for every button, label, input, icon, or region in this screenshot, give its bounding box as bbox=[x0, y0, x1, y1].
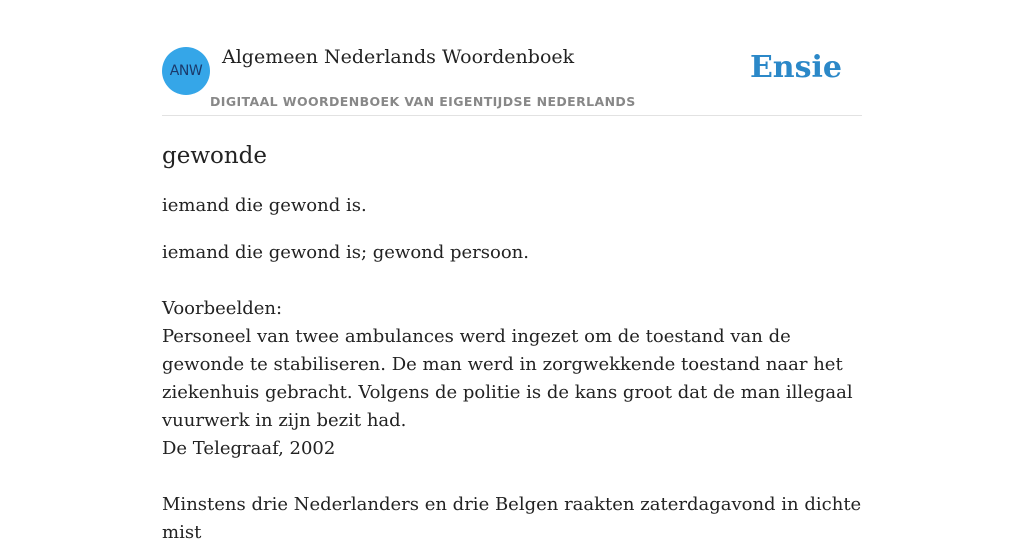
entry-summary: iemand die gewond is. bbox=[162, 195, 367, 216]
ensie-brand-link[interactable]: Ensie bbox=[749, 50, 842, 85]
spacer bbox=[162, 463, 862, 491]
spacer bbox=[162, 267, 862, 295]
example-text: Personeel van twee ambulances werd ingezet om de toestand van de gewonde te stabiliseren. De man werd in zorgwekkende toestand naar het ziekenhuis gebracht. Volgens de politie is de kans groot dat de man illegaal vuurwerk in zijn bezit had. bbox=[162, 326, 853, 431]
anw-logo[interactable] bbox=[162, 47, 210, 95]
content-container bbox=[162, 0, 862, 547]
example-text: Minstens drie Nederlanders en drie Belgen raakten zaterdagavond in dichte mist bbox=[162, 494, 862, 543]
examples-label: Voorbeelden: bbox=[162, 298, 283, 319]
site-title[interactable]: Algemeen Nederlands Woordenboek bbox=[222, 46, 575, 68]
site-subtitle: DIGITAAL WOORDENBOEK VAN EIGENTIJDSE NEDERLANDS bbox=[210, 94, 636, 109]
site-header bbox=[162, 0, 862, 116]
entry-term: gewonde bbox=[162, 143, 268, 169]
entry-definition-block bbox=[162, 239, 862, 547]
example-source: De Telegraaf, 2002 bbox=[162, 438, 336, 459]
definition-text: iemand die gewond is; gewond persoon. bbox=[162, 242, 529, 263]
logo-text: ANW bbox=[169, 63, 203, 79]
